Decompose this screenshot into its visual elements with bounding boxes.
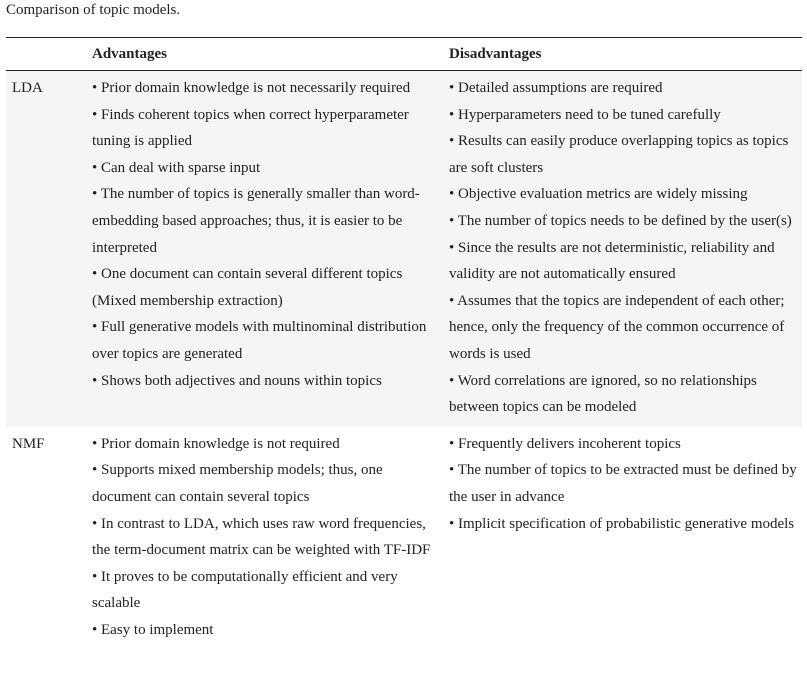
list-item: • Shows both adjectives and nouns within topics	[92, 372, 382, 389]
advantages-cell-nmf	[86, 427, 443, 650]
list-item: • Implicit specification of probabilistic generative models	[449, 515, 795, 532]
table-header-row	[6, 38, 802, 71]
list-item: • Prior domain knowledge is not required	[92, 435, 340, 452]
list-item: • Hyperparameters need to be tuned carefully	[449, 106, 721, 123]
disadvantages-cell-nmf	[443, 427, 802, 650]
table-row-nmf	[6, 427, 802, 650]
list-item: • It proves to be computationally efficient and very scalable	[92, 568, 398, 612]
list-item: • Easy to implement	[92, 621, 214, 638]
list-item: • Frequently delivers incoherent topics	[449, 435, 681, 452]
comparison-table	[6, 37, 802, 649]
list-item: • Full generative models with multinominal distribution over topics are generated	[92, 319, 427, 362]
list-item: • Prior domain knowledge is not necessarily required	[92, 80, 411, 96]
list-item: • Word correlations are ignored, so no relationships between topics can be modeled	[449, 372, 757, 416]
list-item: • Can deal with sparse input	[92, 159, 261, 176]
list-item: • In contrast to LDA, which uses raw word frequencies, the term-document matrix can be weighted with TF-IDF	[92, 515, 431, 559]
list-item: • Supports mixed membership models; thus, one document can contain several topics	[92, 462, 383, 505]
header-disadvantages: Disadvantages	[449, 46, 542, 62]
list-item: • The number of topics needs to be defined by the user(s)	[449, 212, 792, 229]
model-name-lda: LDA	[6, 71, 86, 427]
list-item: • The number of topics to be extracted must be defined by the user in advance	[449, 462, 797, 505]
list-item: • The number of topics is generally smaller than word-embedding based approaches; thus, it is easier to be interpreted	[92, 186, 420, 256]
table-row-lda	[6, 71, 802, 427]
header-model	[6, 38, 86, 71]
list-item: • Detailed assumptions are required	[449, 80, 663, 96]
list-item: • One document can contain several different topics (Mixed membership extraction)	[92, 266, 403, 309]
table-caption: Comparison of topic models.	[6, 2, 181, 18]
list-item: • Assumes that the topics are independent of each other; hence, only the frequency of the common occurrence of words is used	[449, 292, 785, 362]
disadvantages-cell-lda	[443, 71, 802, 427]
comparison-table-container	[6, 37, 802, 649]
model-name-nmf: NMF	[6, 427, 86, 650]
list-item: • Results can easily produce overlapping topics as topics are soft clusters	[449, 133, 789, 176]
list-item: • Objective evaluation metrics are widely missing	[449, 186, 748, 203]
advantages-cell-lda	[86, 71, 443, 427]
list-item: • Finds coherent topics when correct hyperparameter tuning is applied	[92, 106, 409, 150]
header-advantages: Advantages	[92, 46, 168, 62]
list-item: • Since the results are not deterministic, reliability and validity are not automatically ensured	[449, 239, 775, 283]
